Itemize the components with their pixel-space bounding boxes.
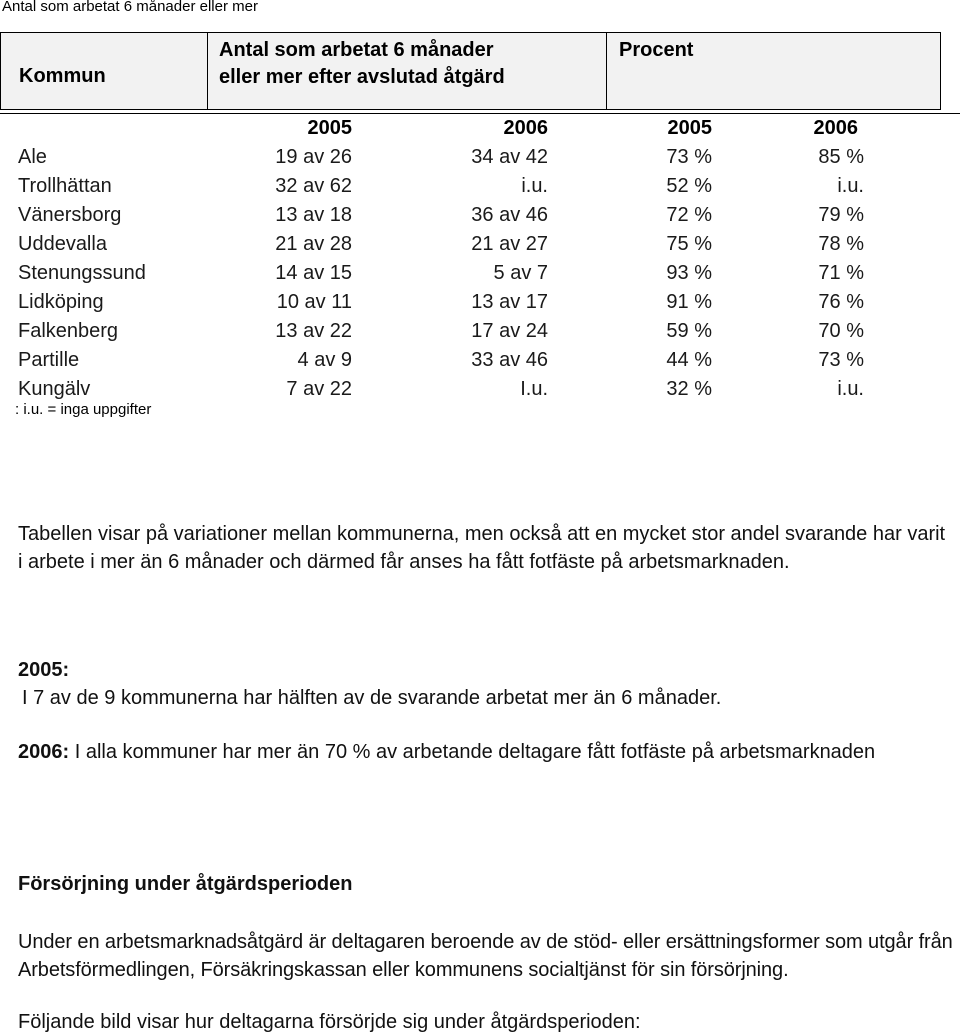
cell-antal-2005: 32 av 62 (275, 175, 352, 197)
cell-antal-2006: 21 av 27 (471, 233, 548, 255)
paragraph-variation: Tabellen visar på variationer mellan kommunerna, men också att en mycket stor andel svarande har varit i arbete i mer än 6 månader och därmed får anses ha fått fotfäste på arbetsmarknaden. (18, 523, 946, 573)
header-cell-antal (207, 32, 607, 110)
cell-procent-2006: 73 % (818, 349, 864, 371)
cell-antal-2005: 7 av 22 (286, 378, 352, 400)
table-row (0, 175, 960, 204)
year-procent-2006: 2006 (813, 117, 858, 139)
header-kommun-label: Kommun (19, 65, 106, 87)
paragraph-following-chart: Följande bild visar hur deltagarna försörjde sig under åtgärdsperioden: (18, 1011, 641, 1033)
table-caption: Antal som arbetat 6 månader eller mer (2, 0, 258, 15)
cell-procent-2005: 91 % (666, 291, 712, 313)
cell-procent-2005: 75 % (666, 233, 712, 255)
cell-procent-2005: 32 % (666, 378, 712, 400)
cell-procent-2006: i.u. (837, 175, 864, 197)
year-antal-2005: 2005 (307, 117, 352, 139)
section-heading-forsorjning: Försörjning under åtgärdsperioden (18, 873, 353, 895)
cell-procent-2005: 59 % (666, 320, 712, 342)
cell-antal-2006: 33 av 46 (471, 349, 548, 371)
label-2005: 2005: (18, 659, 70, 681)
header-antal-line1: Antal som arbetat 6 månader (219, 39, 494, 61)
cell-kommun: Falkenberg (18, 320, 119, 342)
cell-antal-2006: I.u. (520, 378, 548, 400)
header-antal-line2: eller mer efter avslutad åtgärd (219, 66, 505, 88)
table-row (0, 233, 960, 262)
cell-antal-2006: 17 av 24 (471, 320, 548, 342)
header-cell-kommun (0, 32, 208, 110)
cell-kommun: Ale (18, 146, 47, 168)
cell-antal-2006: 13 av 17 (471, 291, 548, 313)
cell-procent-2005: 44 % (666, 349, 712, 371)
cell-procent-2006: 85 % (818, 146, 864, 168)
table-divider (0, 113, 960, 114)
cell-antal-2005: 14 av 15 (275, 262, 352, 284)
year-antal-2006: 2006 (503, 117, 548, 139)
cell-antal-2005: 13 av 18 (275, 204, 352, 226)
cell-kommun: Lidköping (18, 291, 104, 313)
cell-kommun: Kungälv (18, 378, 91, 400)
cell-kommun: Vänersborg (18, 204, 122, 226)
cell-kommun: Partille (18, 349, 80, 371)
cell-procent-2005: 72 % (666, 204, 712, 226)
cell-procent-2006: 76 % (818, 291, 864, 313)
cell-antal-2006: i.u. (521, 175, 548, 197)
cell-procent-2005: 52 % (666, 175, 712, 197)
cell-kommun: Stenungssund (18, 262, 146, 284)
text-2006: I alla kommuner har mer än 70 % av arbetande deltagare fått fotfäste på arbetsmarknaden (74, 741, 876, 763)
table-row (0, 291, 960, 320)
cell-procent-2005: 73 % (666, 146, 712, 168)
cell-antal-2005: 21 av 28 (275, 233, 352, 255)
table-row (0, 349, 960, 378)
cell-procent-2006: 70 % (818, 320, 864, 342)
cell-kommun: Uddevalla (18, 233, 107, 255)
label-2006: 2006: (18, 741, 70, 763)
table-row (0, 320, 960, 349)
cell-procent-2006: 79 % (818, 204, 864, 226)
paragraph-forsorjning: Under en arbetsmarknadsåtgärd är deltagaren beroende av de stöd- eller ersättningsformer som utgår från Arbetsförmedlingen, Försäkringskassan eller kommunens socialtjänst för sin försörjning. (18, 931, 953, 981)
text-2005: I 7 av de 9 kommunerna har hälften av de svarande arbetat mer än 6 månader. (22, 687, 722, 709)
cell-antal-2006: 36 av 46 (471, 204, 548, 226)
table-note: : i.u. = inga uppgifter (15, 401, 152, 418)
cell-procent-2006: 71 % (818, 262, 864, 284)
cell-procent-2006: 78 % (818, 233, 864, 255)
table-row (0, 146, 960, 175)
year-header-row (0, 117, 960, 146)
cell-procent-2006: i.u. (837, 378, 864, 400)
table-row (0, 204, 960, 233)
header-procent-label: Procent (619, 39, 694, 61)
table-row (0, 262, 960, 291)
cell-antal-2005: 4 av 9 (297, 349, 352, 371)
year-procent-2005: 2005 (667, 117, 712, 139)
cell-antal-2005: 19 av 26 (275, 146, 352, 168)
cell-kommun: Trollhättan (18, 175, 112, 197)
cell-antal-2006: 34 av 42 (471, 146, 548, 168)
cell-antal-2005: 13 av 22 (275, 320, 352, 342)
text-2006-block (18, 738, 918, 766)
cell-antal-2005: 10 av 11 (276, 291, 352, 313)
cell-procent-2005: 93 % (666, 262, 712, 284)
header-cell-procent (606, 32, 941, 110)
cell-antal-2006: 5 av 7 (493, 262, 548, 284)
